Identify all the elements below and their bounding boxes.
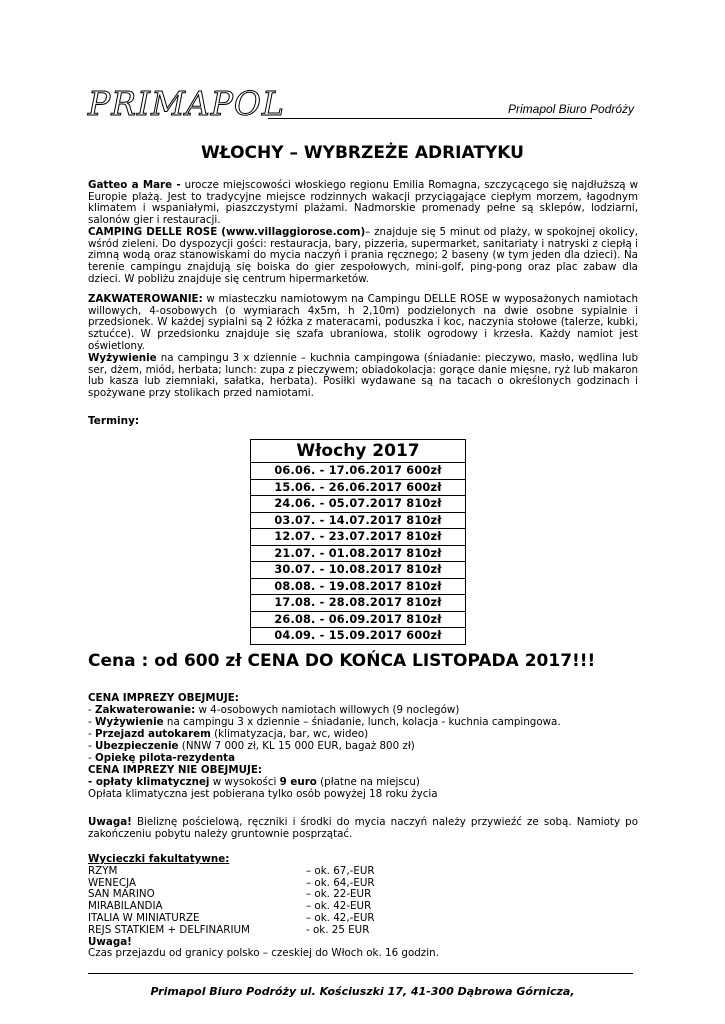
excursion-item: MIRABILANDIA – ok. 42-EUR <box>88 900 372 913</box>
food-lead: Wyżywienie <box>88 352 157 364</box>
term-row: 04.09. - 15.09.2017 600zł <box>251 628 466 645</box>
lodging-lead: ZAKWATEROWANIE: <box>88 293 203 305</box>
includes-item: - Wyżywienie na campingu 3 x dziennie – śniadanie, lunch, kolacja - kuchnia campingowa. <box>88 716 561 728</box>
term-row: 15.06. - 26.06.2017 600zł <box>251 479 466 496</box>
includes-item: - Opiekę pilota-rezydenta <box>88 752 236 764</box>
term-row: 17.08. - 28.08.2017 810zł <box>251 595 466 612</box>
primapol-logo: PRIMAPOL <box>88 84 285 123</box>
excludes-fee: - opłaty klimatycznej w wysokości 9 euro (płatne na miejscu) <box>88 776 420 788</box>
page-title: WŁOCHY – WYBRZEŻE ADRIATYKU <box>201 143 524 163</box>
term-row: 08.08. - 19.08.2017 810zł <box>251 578 466 595</box>
terms-table <box>250 439 466 645</box>
excludes-heading: CENA IMPREZY NIE OBEJMUJE: <box>88 764 262 776</box>
includes-heading: CENA IMPREZY OBEJMUJE: <box>88 692 239 704</box>
term-row: 06.06. - 17.06.2017 600zł <box>251 463 466 480</box>
header-rule <box>268 118 592 119</box>
footer-rule <box>88 973 633 974</box>
term-row: 24.06. - 05.07.2017 810zł <box>251 496 466 513</box>
excludes-fee-note: Opłata klimatyczna jest pobierana tylko osób powyżej 18 roku życia <box>88 788 438 800</box>
gatteo-lead: Gatteo a Mare - <box>88 179 181 191</box>
excursions-note-lead: Uwaga! <box>88 935 132 948</box>
includes-item: - Ubezpieczenie (NNW 7 000 zł, KL 15 000 EUR, bagaż 800 zł) <box>88 740 415 752</box>
footer-address: Primapol Biuro Podróży ul. Kościuszki 17, 41-300 Dąbrowa Górnicza, <box>150 985 575 998</box>
includes-item: - Zakwaterowanie: w 4-osobowych namiotach willowych (9 noclegów) <box>88 704 460 716</box>
notice-text: Bieliznę pościelową, ręczniki i środki do mycia naczyń należy przywieźć ze sobą. Namioty po zakończeniu pobytu należy gruntownie posprzątać. <box>88 816 638 840</box>
includes-item: - Przejazd autokarem (klimatyzacja, bar, wc, wideo) <box>88 728 369 740</box>
intro-gatteo <box>88 180 638 227</box>
terms-label: Terminy: <box>88 415 140 427</box>
excursion-item: REJS STATKIEM + DELFINARIUM - ok. 25 EUR <box>88 923 370 936</box>
intro-lodging <box>88 294 638 353</box>
term-row: 26.08. - 06.09.2017 810zł <box>251 611 466 628</box>
excursions-heading: Wycieczki fakultatywne: <box>88 853 230 865</box>
camping-text: – znajduje się 5 minut od plaży, w spokojnej okolicy, wśród zieleni. Do dyspozycji gości: restauracja, bary, pizzeria, supermarket, sanitariaty i natryski z ciepłą i zimną wodą oraz stanowiskami do mycia naczyń i prania ręcznego; 2 baseny (w tym jeden dla dzieci). Na terenie campingu znajdują się boiska do gier zespołowych, mini-golf, ping-pong oraz plac zabaw dla dzieci. W pobliżu znajduje się centrum hipermarketów. <box>88 226 638 285</box>
food-text: na campingu 3 x dziennie – kuchnia campingowa (śniadanie: pieczywo, masło, wędlina lub ser, dżem, miód, herbata; lunch: zupa z pieczywem; obiadokolacja: gorące danie mięsne, ryż lub makaron lub kasza lub ziemniaki, sałatka, herbata). Posiłki wydawane są na tacach o określonych godzinach i spożywane przy stolikach przed namiotami. <box>88 352 638 400</box>
camping-lead: CAMPING DELLE ROSE (www.villaggiorose.com) <box>88 226 366 238</box>
notice <box>88 816 638 840</box>
page-header <box>88 86 648 122</box>
gatteo-text: urocze miejscowości włoskiego regionu Emilia Romagna, szczycącego się najdłuższą w Europie plażą. Jest to tradycyjne miejsce rodzinnych wakacji przyciągające ciepłym morzem, łagodnym klimatem i wspaniałymi, piaszczystymi plażami. Nadmorskie promenady pełne są sklepów, lodziarni, salonów gier i restauracji. <box>88 179 638 227</box>
excursion-item: RZYM – ok. 67,-EUR <box>88 864 375 877</box>
term-row: 03.07. - 14.07.2017 810zł <box>251 512 466 529</box>
intro-food <box>88 353 638 400</box>
includes-section <box>88 692 648 800</box>
intro-camping <box>88 227 638 286</box>
term-row: 12.07. - 23.07.2017 810zł <box>251 529 466 546</box>
excursion-item: WENECJA – ok. 64,-EUR <box>88 876 375 889</box>
price-headline: Cena : od 600 zł CENA DO KOŃCA LISTOPADA 2017!!! <box>88 651 596 671</box>
agency-name: Primapol Biuro Podróży <box>508 102 635 116</box>
excursion-item: SAN MARINO – ok. 22-EUR <box>88 888 372 901</box>
terms-table-title: Włochy 2017 <box>251 440 466 463</box>
term-row: 21.07. - 01.08.2017 810zł <box>251 545 466 562</box>
term-row: 30.07. - 10.08.2017 810zł <box>251 562 466 579</box>
excursion-item: ITALIA W MINIATURZE – ok. 42,-EUR <box>88 911 375 924</box>
excursions-section <box>88 854 648 960</box>
excursions-note: Czas przejazdu od granicy polsko – czeskiej do Włoch ok. 16 godzin. <box>88 947 439 960</box>
notice-lead: Uwaga! <box>88 816 132 828</box>
lodging-text: w miasteczku namiotowym na Campingu DELLE ROSE w wyposażonych namiotach willowych, 4-osobowych (o wymiarach 4x5m, h 2,10m) podzielonych na dwie osobne sypialnie i przedsionek. W każdej sypialni są 2 łóżka z materacami, poduszka i koc, naczynia stołowe (talerze, kubki, sztućce). W przedsionku znajduje się szafa ubraniowa, stolik ogrodowy i krzesła. Każdy namiot jest oświetlony. <box>88 293 638 352</box>
